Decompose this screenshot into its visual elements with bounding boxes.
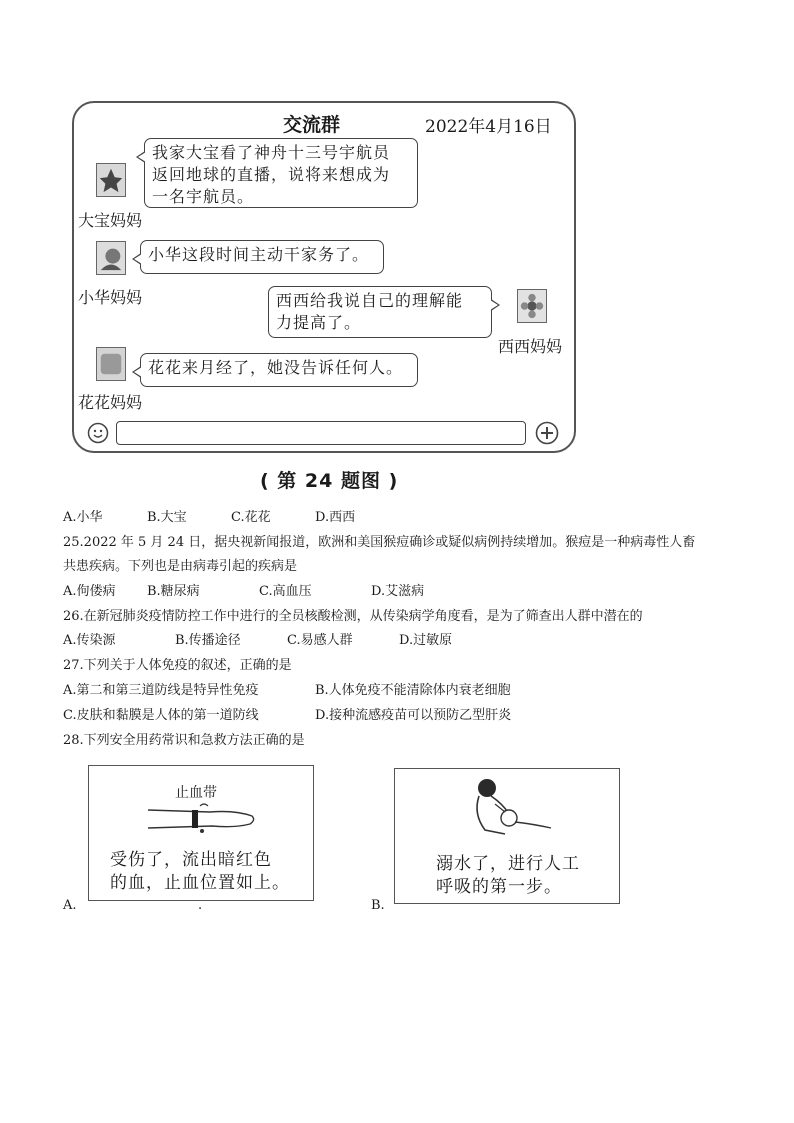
emoji-icon[interactable] <box>87 422 109 444</box>
option-a: A.佝偻病 <box>63 584 116 599</box>
avatar-xixi-mother <box>517 289 547 323</box>
option-a: A.传染源 <box>63 633 116 648</box>
message-bubble <box>268 286 492 338</box>
chat-title: 交流群 <box>283 114 341 136</box>
image-a-text-line: 受伤了，流出暗红色 <box>110 850 272 870</box>
question-27: 27.下列关于人体免疫的叙述，正确的是 <box>63 658 292 673</box>
question-25-line-1: 25.2022 年 5 月 24 日，据央视新闻报道，欧洲和美国猴痘确诊或疑似病例持续增加。猴痘是一种病毒性人畜 <box>63 535 696 550</box>
message-line: 我家大宝看了神舟十三号宇航员 <box>152 143 391 162</box>
option-b: B.传播途径 <box>175 633 241 648</box>
option-d: D.接种流感疫苗可以预防乙型肝炎 <box>315 708 512 723</box>
message-bubble <box>140 353 418 387</box>
option-b: B.人体免疫不能清除体内衰老细胞 <box>315 683 511 698</box>
image-a-text <box>110 849 290 895</box>
message-line: 力提高了。 <box>276 313 362 332</box>
avatar-xiaohua-mother <box>96 241 126 275</box>
option-d: D.艾滋病 <box>371 584 425 599</box>
option-b: B.糖尿病 <box>147 584 200 599</box>
question-26: 26.在新冠肺炎疫情防控工作中进行的全员核酸检测，从传染病学角度看，是为了筛查出人群中潜在的 <box>63 609 643 624</box>
arm-illustration <box>140 800 260 836</box>
question-28: 28.下列安全用药常识和急救方法正确的是 <box>63 733 305 748</box>
option-a: A.小华 <box>63 510 103 525</box>
image-b-text <box>436 853 580 899</box>
option-c: C.易感人群 <box>287 633 353 648</box>
rescue-illustration <box>465 774 555 840</box>
option-a: A.第二和第三道防线是特异性免疫 <box>63 683 259 698</box>
option-a-dot: . <box>198 898 203 913</box>
option-b: B.大宝 <box>147 510 187 525</box>
message-bubble <box>144 138 418 208</box>
message-line: 小华这段时间主动干家务了。 <box>148 245 370 264</box>
option-c: C.花花 <box>231 510 271 525</box>
option-c: C.皮肤和黏膜是人体的第一道防线 <box>63 708 259 723</box>
question-25-line-2: 共患疾病。下列也是由病毒引起的疾病是 <box>63 559 298 574</box>
option-c: C.高血压 <box>259 584 312 599</box>
avatar-dabao-mother <box>96 163 126 197</box>
option-b: B. <box>371 898 385 913</box>
message-line: 返回地球的直播，说将来想成为 <box>152 165 391 184</box>
message-line: 一名宇航员。 <box>152 187 255 206</box>
sender-name: 西西妈妈 <box>498 337 563 356</box>
sender-name: 小华妈妈 <box>78 288 143 307</box>
message-line: 花花来月经了，她没告诉任何人。 <box>148 358 404 377</box>
sender-name: 大宝妈妈 <box>78 211 143 230</box>
message-input[interactable] <box>116 421 526 445</box>
sender-name: 花花妈妈 <box>78 393 143 412</box>
tourniquet-label: 止血带 <box>175 785 217 801</box>
chat-date: 2022年4月16日 <box>425 117 552 137</box>
option-d: D.过敏原 <box>399 633 453 648</box>
image-a-text-line: 的血，止血位置如上。 <box>110 873 290 893</box>
option-d: D.西西 <box>315 510 356 525</box>
message-line: 西西给我说自己的理解能 <box>276 291 464 310</box>
avatar-huahua-mother <box>96 347 126 381</box>
plus-icon[interactable] <box>535 421 559 445</box>
message-bubble <box>140 240 384 274</box>
figure-caption: ( 第 24 题图 ) <box>260 470 399 492</box>
image-b-text-line: 溺水了，进行人工 <box>436 854 580 874</box>
image-b-text-line: 呼吸的第一步。 <box>436 877 562 897</box>
option-a: A. <box>63 898 77 913</box>
